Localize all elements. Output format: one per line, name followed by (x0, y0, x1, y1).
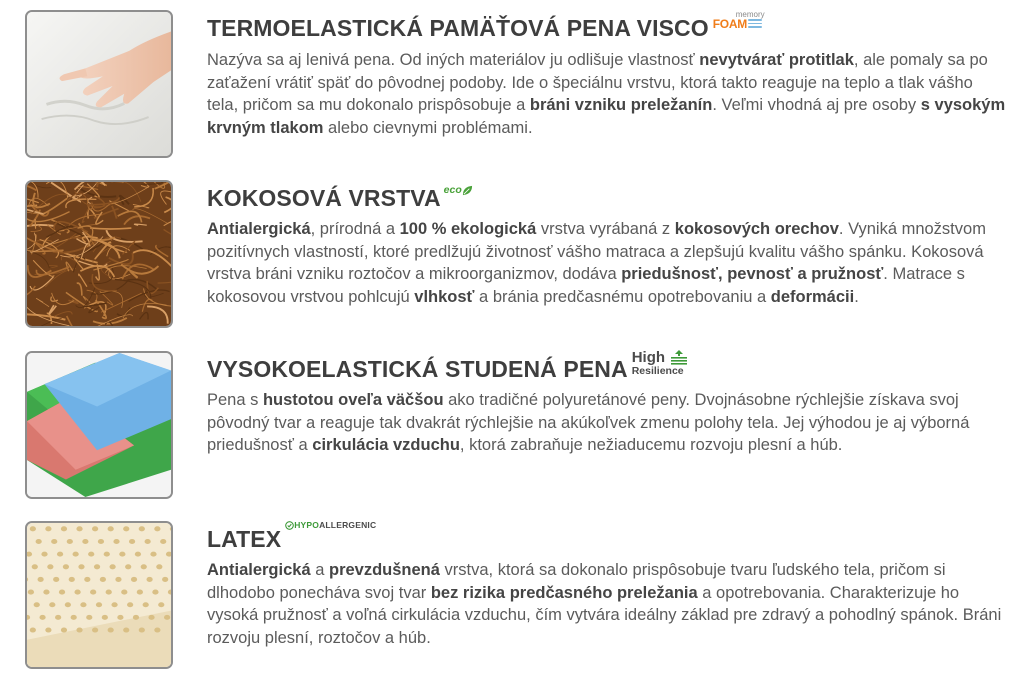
memory-foam-badge-icon: memory FOAM (712, 10, 765, 31)
latex-foam-icon (27, 523, 171, 667)
latex-image (25, 521, 173, 669)
section-description: Nazýva sa aj lenivá pena. Od iných materiálov ju odlišuje vlastnosť nevytvárať protitlak, ale pomaly sa po zaťažení vrátiť späť do pôvodnej podoby. Ide o špeciálnu vrstvu, ktorá takto reaguje na teplo a tlak vášho tela, pričom sa mu dokonalo prispôsobuje a bráni vzniku preležanín. Veľmi vhodná aj pre osoby s vysokým krvným tlakom alebo cievnymi problémami. (207, 51, 1006, 137)
high-resilience-icon: High Resilience (632, 349, 694, 381)
eco-leaf-icon: eco (444, 184, 473, 196)
foam-sheets-icon (27, 353, 171, 497)
hr-foam-image (25, 351, 173, 499)
visco-image (25, 10, 173, 158)
section-description: Pena s hustotou oveľa väčšou ako tradičné polyuretánové peny. Dvojnásobne rýchlejšie získava svoj pôvodný tvar a reaguje tak dvakrát rýchlejšie na akúkoľvek zmenu polohy tela. Jej výhodou je aj výborná priedušnosť a cirkulácia vzduchu, ktorá zabraňuje nežiaducemu rozvoju plesní a húb. (207, 391, 970, 454)
section-title: KOKOSOVÁ VRSTVA (207, 185, 441, 211)
section-title: TERMOELASTICKÁ PAMÄŤOVÁ PENA VISCO (207, 15, 709, 41)
coconut-fiber-icon (27, 182, 171, 326)
hand-on-memory-foam-icon (27, 12, 171, 156)
section-description: Antialergická a prevzdušnená vrstva, ktorá sa dokonalo prispôsobuje tvaru ľudského tela, pričom si dlhodobo ponecháva svoj tvar bez rizika predčasného preležania a opotrebovania. Charakterizuje ho vysoká pružnosť a voľná cirkulácia vzduchu, čím vytvára ideálny základ pre zdravý a pohodlný spánok. Bráni rozvoju plesní, roztočov a húb. (207, 561, 1002, 647)
section-title: LATEX (207, 526, 282, 552)
kokos-image (25, 180, 173, 328)
section-title: VYSOKOELASTICKÁ STUDENÁ PENA (207, 356, 628, 382)
section-description: Antialergická, prírodná a 100 % ekologická vrstva vyrábaná z kokosových orechov. Vyniká množstvom pozitívnych vlastností, ktoré predlžujú životnosť vášho matraca a zlepšujú kvalitu vášho spánku. Kokosová vrstva bráni vzniku roztočov a mikroorganizmov, dodáva priedušnosť, pevnosť a pružnosť. Matrace s kokosovou vrstvou pohlcujú vlhkosť a bránia predčasnému opotrebovaniu a deformácii. (207, 220, 986, 306)
hypoallergenic-icon: HYPOALLERGENIC (285, 520, 376, 530)
